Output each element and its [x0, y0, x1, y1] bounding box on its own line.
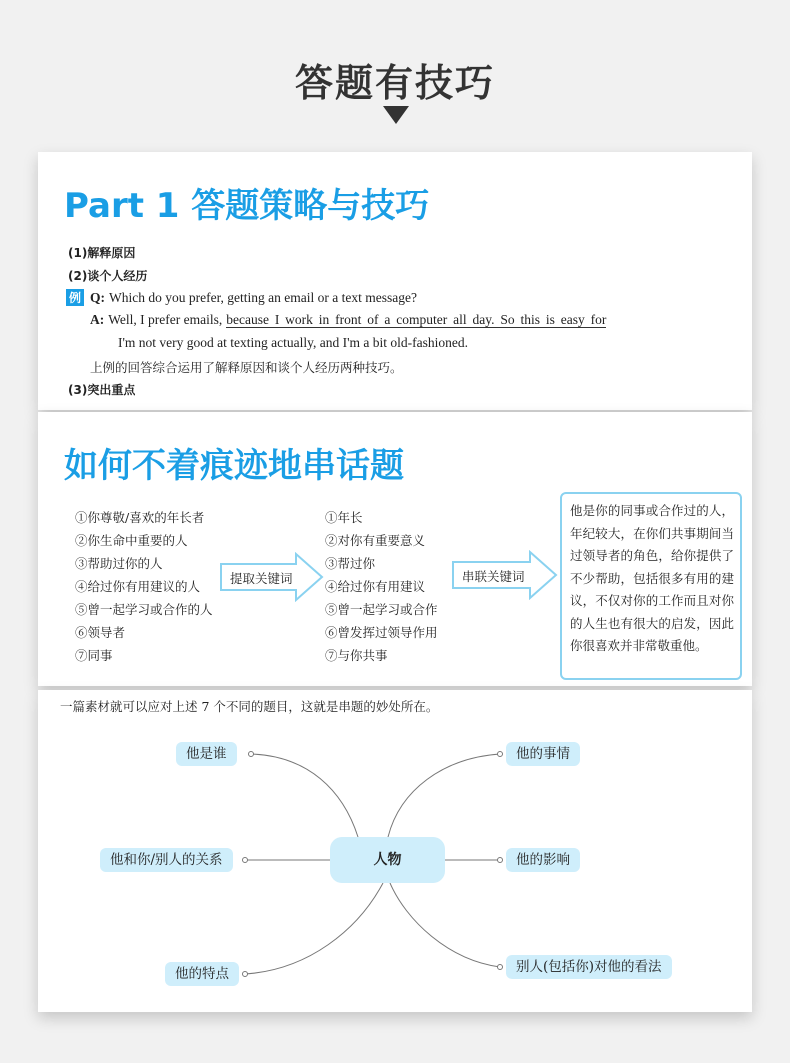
topic-item: ③帮助过你的人 [75, 556, 163, 571]
a-label: A: [90, 312, 105, 327]
mind-node-relation: 他和你/别人的关系 [100, 848, 233, 872]
tip-highlight-focus: (3)突出重点 [68, 383, 136, 397]
topic-linking-title: 如何不着痕迹地串话题 [64, 446, 404, 486]
topic-item: ⑥领导者 [75, 625, 126, 640]
example-answer-line1 [90, 312, 606, 328]
keyword-item: ③帮过你 [325, 556, 376, 571]
keyword-item: ⑥曾发挥过领导作用 [325, 625, 438, 640]
topic-item: ②你生命中重要的人 [75, 533, 188, 548]
mind-node-influence: 他的影响 [506, 848, 580, 872]
strategy-card [38, 152, 752, 410]
mind-node-deeds: 他的事情 [506, 742, 580, 766]
topic-item: ⑦同事 [75, 648, 113, 663]
tip-explain-reason: (1)解释原因 [68, 246, 136, 260]
topic-item: ⑤曾一起学习或合作的人 [75, 602, 213, 617]
example-answer-line2: I'm not very good at texting actually, and I'm a bit old-fashioned. [118, 335, 469, 350]
link-keywords-label: 串联关键词 [462, 569, 525, 584]
mind-map-card [38, 690, 752, 1012]
q-label: Q: [90, 290, 106, 305]
topic-linking-card [38, 412, 752, 686]
example-badge: 例 [66, 289, 84, 306]
keyword-item: ④给过你有用建议 [325, 579, 426, 594]
topic-item: ④给过你有用建议的人 [75, 579, 201, 594]
down-triangle-icon [383, 106, 409, 124]
page-heading: 答题有技巧 [294, 61, 495, 105]
strategy-title: Part 1 答题策略与技巧 [64, 186, 430, 226]
mind-node-opinions: 别人(包括你)对他的看法 [506, 955, 672, 979]
extract-keywords-label: 提取关键词 [230, 571, 293, 586]
example-question [66, 289, 417, 306]
keyword-item: ⑦与你共事 [325, 648, 388, 663]
q-text: Which do you prefer, getting an email or a text message? [109, 290, 417, 305]
a-text-1: Well, I prefer emails, [108, 312, 223, 327]
mind-map-center: 人物 [330, 837, 445, 883]
tip-personal-experience: (2)谈个人经历 [68, 269, 148, 283]
mind-node-who: 他是谁 [176, 742, 237, 766]
mind-node-traits: 他的特点 [165, 962, 239, 986]
topic-item: ①你尊敬/喜欢的年长者 [75, 510, 205, 525]
keyword-item: ②对你有重要意义 [325, 533, 426, 548]
sample-story-box: 他是你的同事或合作过的人，年纪较大，在你们共事期间当过领导者的角色，给你提供了不少帮助，包括很多有用的建议，不仅对你的工作而且对你的人生也有很大的启发，因此你很喜欢并非常敬重他。 [560, 492, 742, 680]
keyword-item: ⑤曾一起学习或合作 [325, 602, 438, 617]
mind-map-intro: 一篇素材就可以应对上述 7 个不同的题目，这就是串题的妙处所在。 [60, 699, 439, 714]
a-text-underlined: because I work in front of a computer all day. So this is easy for [226, 312, 607, 327]
keyword-item: ①年长 [325, 510, 363, 525]
example-note: 上例的回答综合运用了解释原因和谈个人经历两种技巧。 [90, 360, 403, 375]
